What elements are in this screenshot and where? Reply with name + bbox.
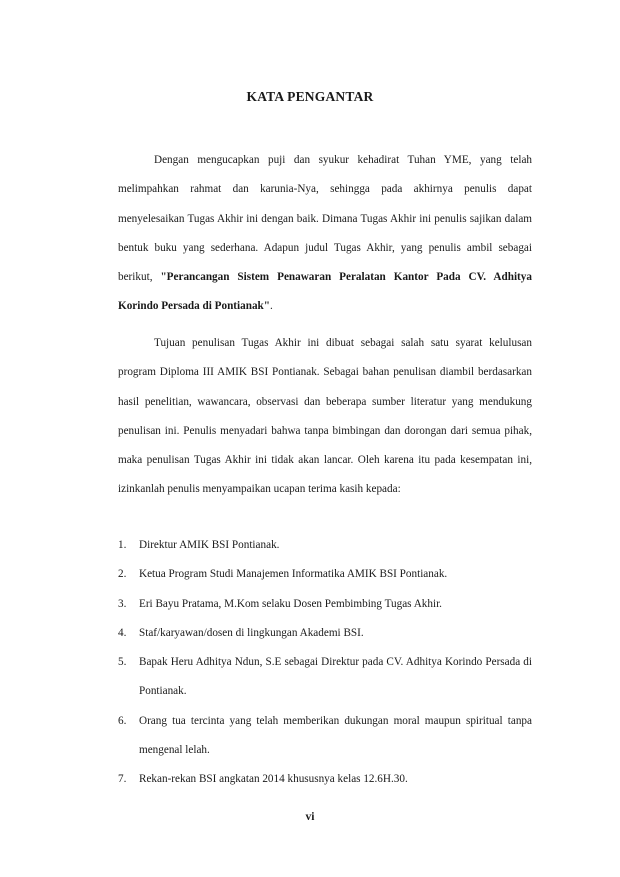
list-item-text: Direktur AMIK BSI Pontianak. — [139, 539, 280, 551]
list-item — [118, 560, 532, 589]
list-item-number: 4. — [118, 626, 127, 639]
thesis-title: "Perancangan Sistem Penawaran Peralatan Kantor Pada CV. Adhitya Korindo Persada di Pontianak" — [118, 271, 532, 313]
list-item-text: Orang tua tercinta yang telah memberikan dukungan moral maupun spiritual tanpa mengenal lelah. — [139, 714, 532, 757]
list-item-number: 5. — [118, 656, 127, 669]
paragraph-purpose: Tujuan penulisan Tugas Akhir ini dibuat sebagai salah satu syarat kelulusan program Diploma III AMIK BSI Pontianak. Sebagai bahan penulisan diambil berdasarkan hasil penelitian, wawancara, observasi dan beberapa sumber literatur yang mendukung penulisan ini. Penulis menyadari bahwa tanpa bimbingan dan dorongan dari semua pihak, maka penulisan Tugas Akhir ini tidak akan lancar. Oleh karena itu pada kesempatan ini, izinkanlah penulis menyampaikan ucapan terima kasih kepada: — [118, 337, 532, 496]
paragraph-intro — [118, 146, 532, 322]
paragraph-intro-end: . — [269, 300, 273, 313]
paragraph-intro-text: Dengan mengucapkan puji dan syukur kehadirat Tuhan YME, yang telah melimpahkan rahmat dan karunia-Nya, sehingga pada akhirnya penulis dapat menyelesaikan Tugas Akhir ini dengan baik. Dimana Tugas Akhir ini penulis sajikan dalam bentuk buku yang sederhana. Adapun judul Tugas Akhir, yang penulis ambil sebagai berikut, — [118, 154, 532, 284]
list-item-text: Eri Bayu Pratama, M.Kom selaku Dosen Pembimbing Tugas Akhir. — [139, 597, 442, 610]
list-item-text: Bapak Heru Adhitya Ndun, S.E sebagai Direktur pada CV. Adhitya Korindo Persada di Pontianak. — [139, 656, 532, 698]
list-item-text: Ketua Program Studi Manajemen Informatika AMIK BSI Pontianak. — [139, 568, 448, 581]
list-item-number: 7. — [118, 773, 127, 786]
acknowledgement-list — [118, 531, 532, 795]
list-item-text: Rekan-rekan BSI angkatan 2014 khususnya kelas 12.6H.30. — [139, 773, 408, 786]
list-item-number: 2. — [118, 568, 127, 581]
page-title: KATA PENGANTAR — [246, 89, 374, 104]
list-item — [118, 619, 532, 648]
list-item — [118, 590, 532, 619]
list-item-number: 1. — [118, 539, 127, 551]
list-item — [118, 765, 532, 794]
list-item — [118, 707, 532, 766]
page-number: vi — [305, 811, 315, 823]
list-item-text: Staf/karyawan/dosen di lingkungan Akademi BSI. — [139, 626, 364, 639]
list-item-number: 6. — [118, 714, 127, 727]
list-item-number: 3. — [118, 597, 127, 610]
list-item — [118, 648, 532, 707]
list-item — [118, 531, 532, 560]
